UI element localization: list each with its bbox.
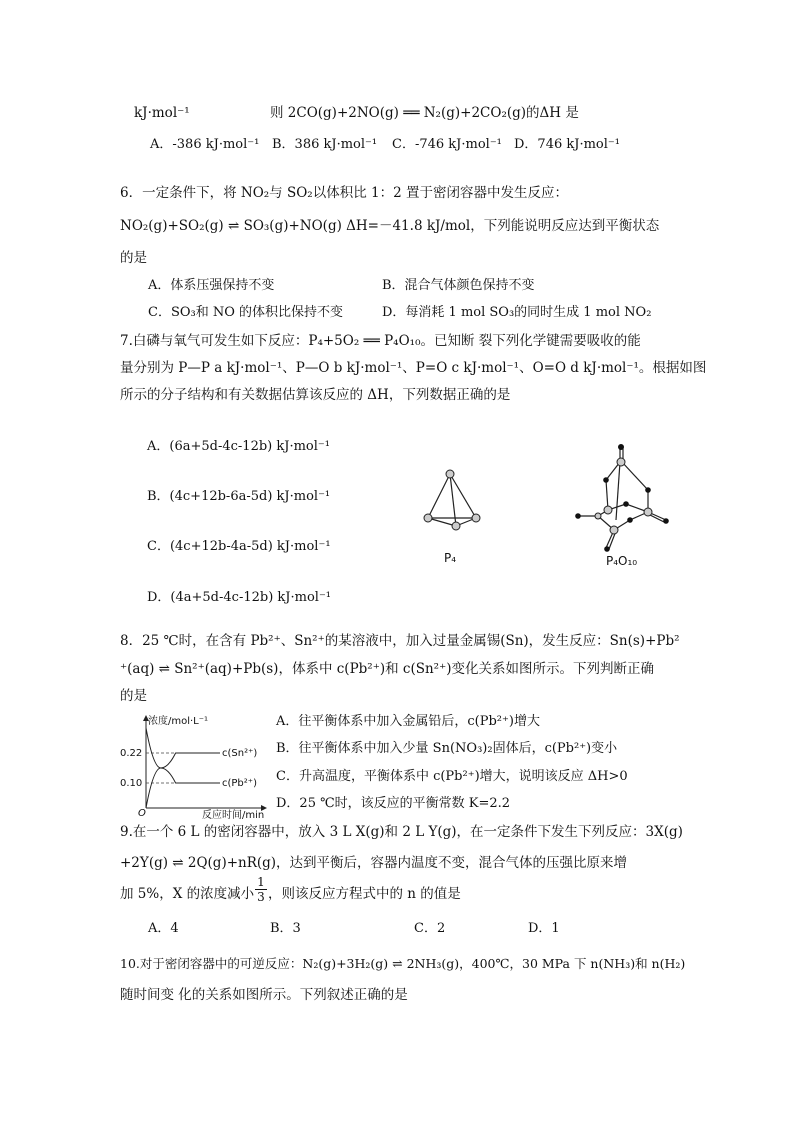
q6-stem-line1: 6．一定条件下，将 NO₂与 SO₂以体积比 1：2 置于密闭容器中发生反应：: [120, 185, 568, 201]
chart-series-label-0: c(Sn²⁺): [222, 748, 258, 759]
q5-option-b: B．386 kJ·mol⁻¹: [272, 137, 378, 152]
q6-stem-line2: NO₂(g)+SO₂(g) ⇌ SO₃(g)+NO(g) ΔH=－41.8 kJ/mol，下列能说明反应达到平衡状态: [120, 218, 660, 234]
q7-option-b: B．(4c+12b-6a-5d) kJ·mol⁻¹: [147, 489, 331, 504]
p4o10-label: P₄O₁₀: [606, 554, 638, 568]
q8-stem-line1: 8．25 ℃时，在含有 Pb²⁺、Sn²⁺的某溶液中，加入过量金属锡(Sn)，发生反应：Sn(s)+Pb²: [120, 633, 680, 649]
chart-series-line-1: [146, 728, 220, 783]
chart-series-label-1: c(Pb²⁺): [222, 778, 257, 789]
q7-stem-line2: 量分别为 P—P a kJ·mol⁻¹、P—O b kJ·mol⁻¹、P=O c kJ·mol⁻¹、O=O d kJ·mol⁻¹。根据如图: [120, 360, 707, 376]
q7-option-c: C．(4c+12b-4a-5d) kJ·mol⁻¹: [147, 539, 331, 554]
chart-x-axis-label: 反应时间/min: [202, 810, 265, 820]
q8-concentration-chart: [118, 712, 268, 820]
q10-stem-line2: 随时间变 化的关系如图所示。下列叙述正确的是: [120, 987, 408, 1003]
q9-option-d: D．1: [528, 921, 560, 936]
q7-option-d: D．(4a+5d-4c-12b) kJ·mol⁻¹: [147, 590, 332, 605]
q9-stem-line2: +2Y(g) ⇌ 2Q(g)+nR(g)，达到平衡后，容器内温度不变，混合气体的压强比原来增: [120, 855, 628, 871]
q8-option-b: B．往平衡体系中加入少量 Sn(NO₃)₂固体后，c(Pb²⁺)变小: [276, 741, 618, 756]
q6-option-a: A．体系压强保持不变: [148, 278, 275, 293]
q5-top-unit: kJ·mol⁻¹: [134, 105, 190, 121]
q10-stem-line1: 10.对于密闭容器中的可逆反应：N₂(g)+3H₂(g) ⇌ 2NH₃(g)，400℃，30 MPa 下 n(NH₃)和 n(H₂): [120, 956, 686, 971]
chart-y-tick-label-0: 0.10: [120, 778, 143, 789]
q7-stem-line3: 所示的分子结构和有关数据估算该反应的 ΔH，下列数据正确的是: [120, 387, 511, 403]
q9-stem-line3a: 加 5%，X 的浓度减小: [120, 886, 255, 902]
p4-molecule-diagram: [418, 460, 498, 570]
chart-series-line-0: [146, 753, 220, 808]
q9-fraction-denominator: 3: [257, 890, 265, 904]
q8-stem-line2: ⁺(aq) ⇌ Sn²⁺(aq)+Pb(s)，体系中 c(Pb²⁺)和 c(Sn²⁺)变化关系如图所示。下列判断正确: [120, 661, 654, 677]
q9-fraction: [255, 875, 267, 904]
q5-option-c: C．-746 kJ·mol⁻¹: [392, 137, 502, 152]
q6-option-d: D．每消耗 1 mol SO₃的同时生成 1 mol NO₂: [382, 305, 652, 320]
q9-option-c: C．2: [414, 921, 446, 936]
q8-option-a: A．往平衡体系中加入金属铅后，c(Pb²⁺)增大: [276, 714, 540, 729]
p4-label: P₄: [444, 551, 457, 565]
q8-option-c: C．升高温度，平衡体系中 c(Pb²⁺)增大，说明该反应 ΔH>0: [276, 769, 628, 784]
q6-option-b: B．混合气体颜色保持不变: [382, 278, 535, 293]
chart-y-axis-label: 浓度/mol·L⁻¹: [148, 716, 209, 727]
q9-stem-line3b: ，则该反应方程式中的 n 的值是: [268, 886, 461, 902]
q5-option-a: A．-386 kJ·mol⁻¹: [150, 137, 260, 152]
q8-stem-line3: 的是: [120, 688, 147, 704]
q9-stem-line1: 9.在一个 6 L 的密闭容器中，放入 3 L X(g)和 2 L Y(g)，在一定条件下发生下列反应：3X(g): [120, 824, 683, 840]
q8-option-d: D．25 ℃时，该反应的平衡常数 K=2.2: [276, 796, 511, 811]
q6-stem-line3: 的是: [120, 250, 147, 266]
q7-stem-line1: 7.白磷与氧气可发生如下反应：P₄+5O₂ ══ P₄O₁₀。已知断 裂下列化学键需要吸收的能: [120, 333, 641, 349]
p4o10-molecule-diagram: [568, 440, 678, 570]
chart-y-tick-label-1: 0.22: [120, 748, 143, 759]
chart-origin-label: O: [138, 808, 146, 819]
q5-condition: 则 2CO(g)+2NO(g) ══ N₂(g)+2CO₂(g)的ΔH 是: [270, 105, 579, 121]
q9-fraction-numerator: 1: [255, 875, 267, 890]
q9-option-a: A．4: [148, 921, 179, 936]
q5-option-d: D．746 kJ·mol⁻¹: [514, 137, 620, 152]
q6-option-c: C．SO₃和 NO 的体积比保持不变: [148, 305, 344, 320]
q9-option-b: B．3: [270, 921, 301, 936]
q7-option-a: A．(6a+5d-4c-12b) kJ·mol⁻¹: [147, 439, 330, 454]
